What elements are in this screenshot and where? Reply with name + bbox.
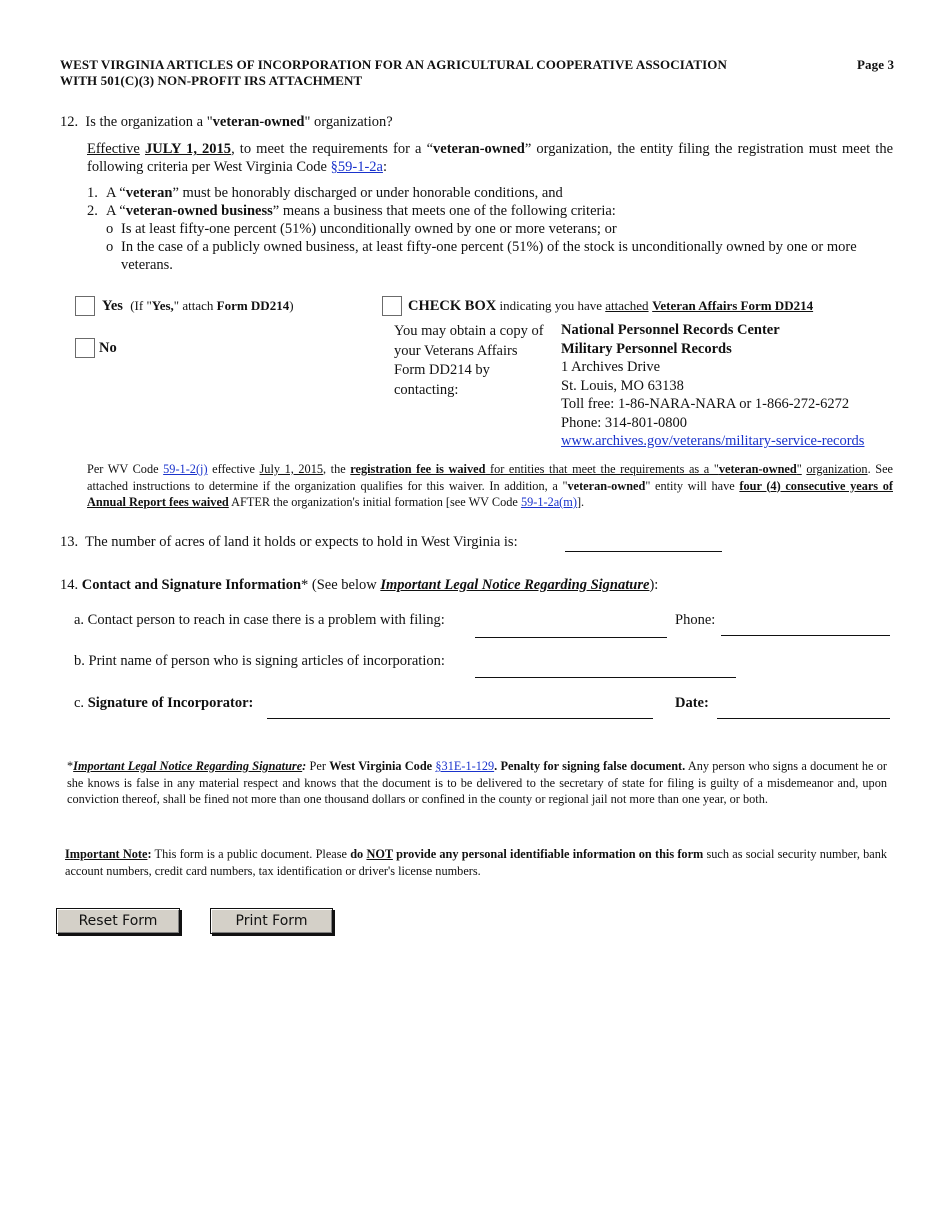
q12-effective-paragraph: Effective JULY 1, 2015, to meet the requirements for a “veteran-owned” organization, the entity filing the registration must meet the following criteria per West Virginia Code §59-1-2a: bbox=[87, 141, 894, 175]
fee-waiver-paragraph: Per WV Code 59-1-2(j) effective July 1, 2015, the registration fee is waived for entities that meet the requirements as a "veteran-owned" organization. See attached instructions to determine if the organization qualifies for this waiver. In addition, a "veteran-owned" entity will have four (4) consecutive years of Annual Report fees waived AFTER the organization's initial formation [see WV Code 59-1-2a(m)]. bbox=[87, 462, 894, 509]
signer-name-input[interactable] bbox=[475, 657, 736, 677]
no-label: No bbox=[99, 340, 117, 356]
acres-input[interactable] bbox=[565, 533, 722, 551]
criteria-sub-item-2: o In the case of a publicly owned business, at least fifty-one percent (51%) of the stock is unconditionally owned by one or more veterans. bbox=[106, 239, 857, 273]
form-title-line2: WITH 501(C)(3) NON-PROFIT IRS ATTACHMENT bbox=[60, 73, 363, 88]
wv-code-59-1-2a-link[interactable]: §59-1-2a bbox=[330, 159, 383, 175]
legal-notice-paragraph: *Important Legal Notice Regarding Signature: Per West Virginia Code §31E-1-129. Penalty for signing false document. Any person who signs a document he or she knows is false in any material respect and knows that the document is to be delivered to the secretary of state for filing is guilty of a misdemeanor and, upon conviction thereof, shall be fined not more than one thousand dollars or confined in the county or regional jail not more than one year, or both. bbox=[67, 759, 887, 806]
phone-input[interactable] bbox=[721, 615, 890, 635]
contact-person-underline bbox=[475, 637, 667, 638]
yes-label: Yes (If "Yes," attach Form DD214) bbox=[102, 298, 294, 314]
contact-person-input[interactable] bbox=[475, 617, 667, 637]
q13-question: 13. The number of acres of land it holds or expects to hold in West Virginia is: bbox=[60, 534, 518, 550]
date-underline bbox=[717, 718, 890, 719]
important-note-title: Important Note bbox=[65, 847, 148, 861]
dd214-attached-checkbox[interactable] bbox=[382, 296, 402, 316]
nprc-contact-block bbox=[561, 321, 901, 451]
q12-criteria-list bbox=[87, 184, 893, 274]
important-note-paragraph: Important Note: This form is a public document. Please do NOT provide any personal identifiable information on this form such as social security number, bank account numbers, credit card numbers, tax identification or driver's license numbers. bbox=[65, 847, 888, 878]
criteria-item-1: 1. A “veteran” must be honorably discharged or under honorable conditions, and bbox=[87, 185, 563, 201]
signer-name-label: b. Print name of person who is signing articles of incorporation: bbox=[74, 653, 445, 669]
form-title-line1: WEST VIRGINIA ARTICLES OF INCORPORATION FOR AN AGRICULTURAL COOPERATIVE ASSOCIATION bbox=[60, 57, 728, 72]
wv-code-59-1-2am-link[interactable]: 59-1-2a(m) bbox=[520, 495, 577, 509]
signature-label: c. Signature of Incorporator: bbox=[74, 695, 254, 711]
date-label: Date: bbox=[675, 695, 709, 711]
reset-form-button[interactable]: Reset Form bbox=[56, 908, 180, 934]
dd214-check-label: CHECK BOX indicating you have attached Veteran Affairs Form DD214 bbox=[408, 298, 814, 314]
nprc-phone: Phone: 314-801-0800 bbox=[561, 414, 688, 431]
q12-question: 12. Is the organization a "veteran-owned" organization? bbox=[60, 114, 393, 130]
criteria-item-2: 2. A “veteran-owned business” means a business that meets one of the following criteria: bbox=[87, 203, 616, 219]
wv-code-31e-1-129-link[interactable]: §31E-1-129 bbox=[435, 759, 495, 773]
legal-notice-reference: Important Legal Notice Regarding Signature bbox=[380, 577, 650, 593]
obtain-dd214-text: You may obtain a copy of your Veterans Affairs Form DD214 by contacting: bbox=[394, 323, 544, 398]
signature-input[interactable] bbox=[267, 698, 653, 718]
yes-checkbox[interactable] bbox=[75, 296, 95, 316]
signer-name-underline bbox=[475, 677, 736, 678]
nprc-tollfree: Toll free: 1-86-NARA-NARA or 1-866-272-6272 bbox=[561, 396, 850, 412]
phone-underline bbox=[721, 635, 890, 636]
form-title bbox=[60, 57, 840, 89]
criteria-sub-item-1: o Is at least fifty-one percent (51%) unconditionally owned by one or more veterans; or bbox=[106, 221, 617, 237]
wv-code-59-1-2j-link[interactable]: 59-1-2(j) bbox=[163, 462, 208, 476]
date-input[interactable] bbox=[717, 698, 890, 718]
acres-underline bbox=[565, 551, 722, 552]
print-form-button[interactable]: Print Form bbox=[210, 908, 333, 934]
q14-heading: 14. Contact and Signature Information* (See below Important Legal Notice Regarding Signature): bbox=[60, 577, 659, 593]
archives-url-link[interactable]: www.archives.gov/veterans/military-service-records bbox=[561, 433, 865, 449]
phone-label: Phone: bbox=[675, 612, 716, 628]
contact-person-label: a. Contact person to reach in case there is a problem with filing: bbox=[74, 612, 445, 628]
signature-underline bbox=[267, 718, 653, 719]
q12-number: 12. bbox=[60, 114, 79, 130]
nprc-subtitle: Military Personnel Records bbox=[561, 340, 732, 357]
nprc-address-2: St. Louis, MO 63138 bbox=[561, 377, 684, 394]
no-checkbox[interactable] bbox=[75, 338, 95, 358]
nprc-name: National Personnel Records Center bbox=[561, 322, 780, 338]
nprc-address-1: 1 Archives Drive bbox=[561, 359, 661, 375]
page-number: Page 3 bbox=[857, 57, 895, 72]
legal-notice-title: Important Legal Notice Regarding Signature bbox=[73, 759, 303, 773]
